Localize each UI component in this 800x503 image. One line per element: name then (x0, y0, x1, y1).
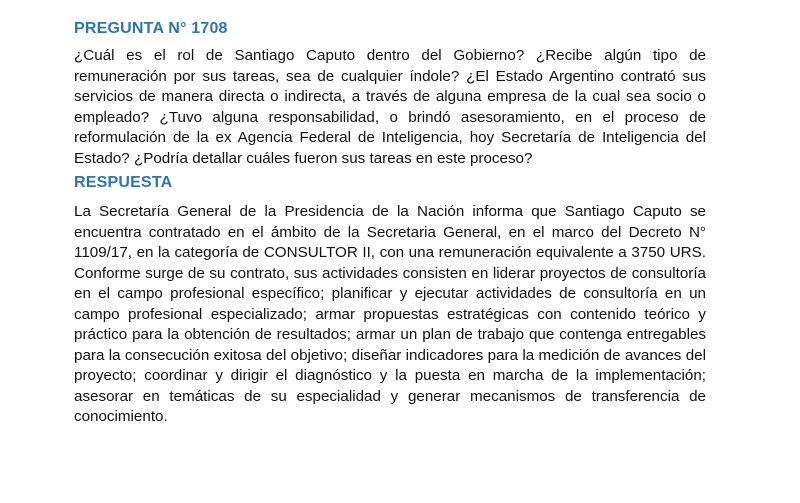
question-heading: PREGUNTA N° 1708 (74, 20, 228, 37)
answer-text: La Secretaría General de la Presidencia de la Nación informa que Santiago Caputo se encuentra contratado en el ámbito de la Secretaria General, en el marco del Decreto N° 1109/17, en la categoría de CONSULTOR II, con una remuneración equivalente a 3750 URS. Conforme surge de su contrato, sus actividades consisten en liderar proyectos de consultoría en el campo profesional específico; planificar y ejecutar actividades de consultoría en un campo profesional especializado; armar propuestas estratégicas con contenido teórico y práctico para la obtención de resultados; armar un plan de trabajo que contenga entregables para la consecución exitosa del objetivo; diseñar indicadores para la medición de avances del proyecto; coordinar y dirigir el diagnóstico y la puesta en marcha de la implementación; asesorar en temáticas de su especialidad y generar mecanismos de transferencia de conocimiento. (74, 203, 706, 425)
question-text: ¿Cuál es el rol de Santiago Caputo dentro del Gobierno? ¿Recibe algún tipo de remuneración por sus tareas, sea de cualquier índole? ¿El Estado Argentino contrató sus servicios de manera directa o indirecta, a través de alguna empresa de la cual sea socio o empleado? ¿Tuvo alguna responsabilidad, o brindó asesoramiento, en el proceso de reformulación de la ex Agencia Federal de Inteligencia, hoy Secretaría de Inteligencia del Estado? ¿Podría detallar cuáles fueron sus tareas en este proceso? (74, 47, 706, 167)
document-page (74, 18, 706, 428)
answer-heading: RESPUESTA (74, 174, 173, 191)
